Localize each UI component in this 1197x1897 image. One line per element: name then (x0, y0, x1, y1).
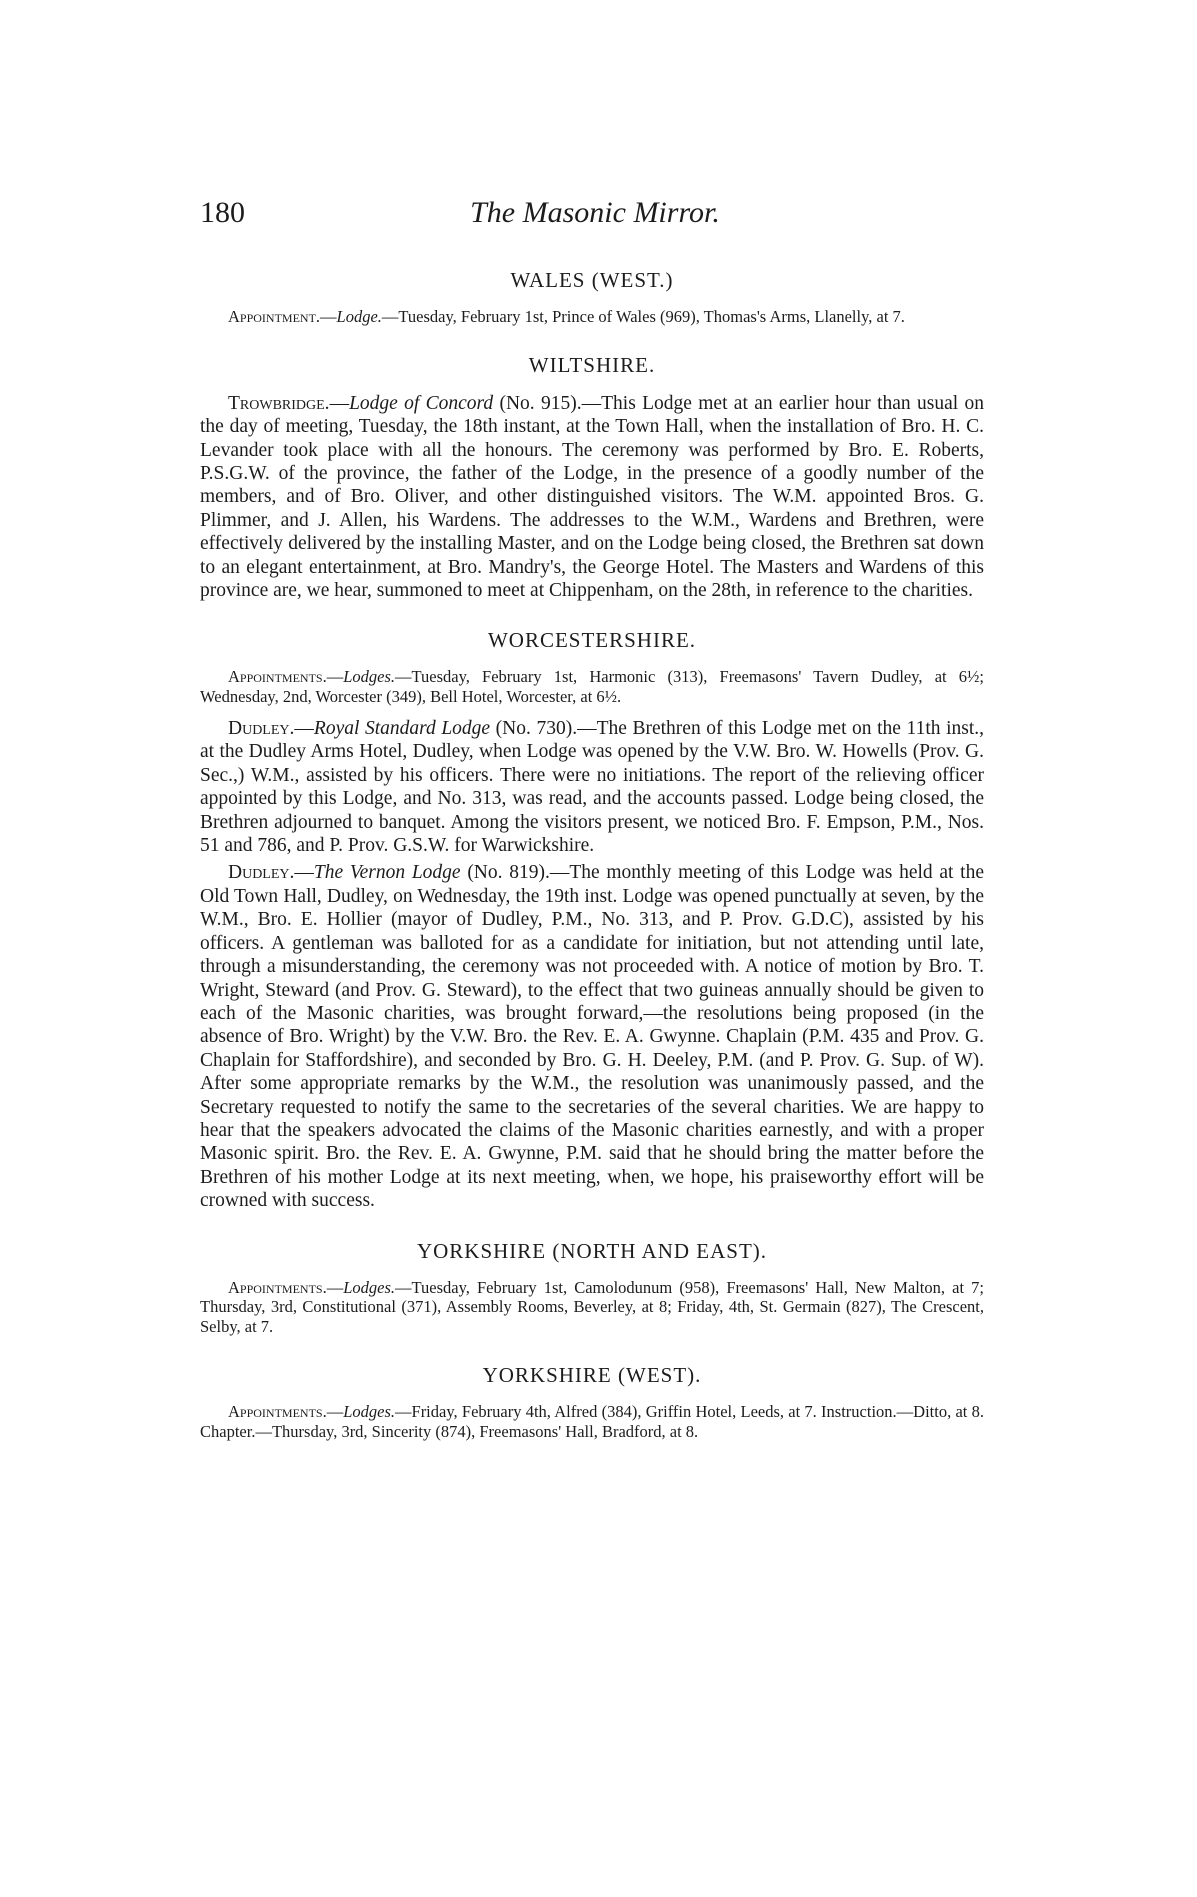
paragraph-lodge-name: The Vernon Lodge (313, 862, 461, 884)
appointments-paragraph: Appointment.—Lodge.—Tuesday, February 1st, Prince of Wales (969), Thomas's Arms, Llanelly, at 7. (228, 307, 905, 326)
paragraph-lead: Dudley. (228, 862, 295, 884)
article-body (200, 268, 984, 1452)
appointments-paragraph: Appointments.—Lodges.—Friday, February 4th, Alfred (384), Griffin Hotel, Leeds, at 7. Instruction.—Ditto, at 8. Chapter.—Thursday, 3rd, Sincerity (874), Freemasons' Hall, Bradford, at 8. (200, 1401, 984, 1441)
appointments-paragraph: Appointments.—Lodges.—Tuesday, February 1st, Harmonic (313), Freemasons' Tavern Dudley, at 6½; Wednesday, 2nd, Worcester (349), Bell Hotel, Worcester, at 6½. (200, 667, 984, 707)
appointments-paragraph: Appointments.—Lodges.—Tuesday, February 1st, Camolodunum (958), Freemasons' Hall, New Malton, at 7; Thursday, 3rd, Constitutional (371), Assembly Rooms, Beverley, at 8; Friday, 4th, St. Germain (827), The Crescent, Selby, at 7. (200, 1277, 984, 1337)
section-heading: YORKSHIRE (WEST). (482, 1362, 702, 1387)
paragraph-lodge-name: Lodges. (343, 1277, 396, 1297)
paragraph-lodge-name: Lodge. (336, 307, 382, 326)
paragraph-lodge-name: Royal Standard Lodge (313, 718, 491, 740)
paragraph-text: —Tuesday, February 1st, Harmonic (313), Freemasons' Tavern Dudley, at 6½; Wednesday, 2nd, Worcester (349), Bell Hotel, Worcester, at 6½. (200, 667, 984, 707)
paragraph-text: —Tuesday, February 1st, Prince of Wales (969), Thomas's Arms, Llanelly, at 7. (381, 307, 905, 326)
page-header (200, 196, 990, 236)
paragraph-lead: Appointments. (228, 1401, 327, 1421)
running-title: The Masonic Mirror. (470, 196, 720, 229)
report-paragraph: Dudley.—The Vernon Lodge (No. 819).—The monthly meeting of this Lodge was held at the Old Town Hall, Dudley, on Wednesday, the 19th inst. Lodge was opened punctually at seven, by the W.M., Bro. E. Hollier (mayor of Dudley, P.M., No. 313, and P. Prov. G.D.C), assisted by his officers. A gentleman was balloted for as a candidate for initiation, but not attending until late, through a misunderstanding, the ceremony was not proceeded with. A notice of motion by Bro. T. Wright, Steward (and Prov. G. Steward), to the effect that two guineas annually should be given to each of the Masonic charities, was brought forward,—the resolutions being proposed (in the absence of Bro. Wright) by the V.W. Bro. the Rev. E. A. Gwynne. Chaplain (P.M. 435 and Prov. G. Chaplain for Staffordshire), and seconded by Bro. G. H. Deeley, P.M. (and P. Prov. G. Sup. of W). After some appropriate remarks by the W.M., the resolution was unanimously passed, and the Secretary requested to notify the same to the secretaries of the several charities. We are happy to hear that the speakers advocated the claims of the Masonic charities earnestly, and with a proper Masonic spirit. Bro. the Rev. E. A. Gwynne, P.M. said that he should bring the matter before the Brethren of his mother Lodge at its next meeting, when, we hope, his praiseworthy effort will be crowned with success. (200, 862, 984, 1212)
section-heading: WORCESTERSHIRE. (487, 628, 697, 653)
paragraph-lodge-name: Lodges. (343, 667, 396, 687)
paragraph-lead: Appointments. (228, 1277, 327, 1297)
paragraph-lead: Appointments. (228, 667, 327, 687)
section-heading: WALES (WEST.) (510, 268, 674, 292)
report-paragraph: Dudley.—Royal Standard Lodge (No. 730).—The Brethren of this Lodge met on the 11th inst., at the Dudley Arms Hotel, Dudley, when Lodge was opened by the V.W. Bro. W. Howells (Prov. G. Sec.,) W.M., assisted by his officers. There were no initiations. The report of the relieving officer appointed by this Lodge, and No. 313, was read, and the accounts passed. Lodge being closed, the Brethren adjourned to banquet. Among the visitors present, we noticed Bro. F. Empson, P.M., Nos. 51 and 786, and P. Prov. G.S.W. for Warwickshire. (200, 718, 984, 857)
paragraph-text: (No. 819).—The monthly meeting of this Lodge was held at the Old Town Hall, Dudley, on Wednesday, the 19th inst. Lodge was opened punctually at seven, by the W.M., Bro. E. Hollier (mayor of Dudley, P.M., No. 313, and P. Prov. G.D.C), assisted by his officers. A gentleman was balloted for as a candidate for initiation, but not attending until late, through a misunderstanding, the ceremony was not proceeded with. A notice of motion by Bro. T. Wright, Steward (and Prov. G. Steward), to the effect that two guineas annually should be given to each of the Masonic charities, was brought forward,—the resolutions being proposed (in the absence of Bro. Wright) by the V.W. Bro. the Rev. E. A. Gwynne. Chaplain (P.M. 435 and Prov. G. Chaplain for Staffordshire), and seconded by Bro. G. H. Deeley, P.M. (and P. Prov. G. Sup. of W). After some appropriate remarks by the W.M., the resolution was unanimously passed, and the Secretary requested to notify the same to the secretaries of the several charities. We are happy to hear that the speakers advocated the claims of the Masonic charities earnestly, and with a proper Masonic spirit. Bro. the Rev. E. A. Gwynne, P.M. said that he should bring the matter before the Brethren of his mother Lodge at its next meeting, when, we hope, his praiseworthy effort will be crowned with success. (200, 862, 984, 1212)
paragraph-text: —Friday, February 4th, Alfred (384), Griffin Hotel, Leeds, at 7. Instruction.—Ditto, at 8. Chapter.—Thursday, 3rd, Sincerity (874), Freemasons' Hall, Bradford, at 8. (200, 1401, 984, 1441)
paragraph-lodge-name: Lodges. (343, 1401, 396, 1421)
paragraph-text: (No. 915).—This Lodge met at an earlier hour than usual on the day of meeting, Tuesday, the 18th instant, at the Town Hall, when the installation of Bro. H. C. Levander took place with all the honours. The ceremony was performed by Bro. E. Roberts, P.S.G.W. of the province, the father of the Lodge, in the presence of a goodly number of the members, and of Bro. Oliver, and other distinguished visitors. The W.M. appointed Bros. G. Plimmer, and J. Allen, his Wardens. The addresses to the W.M., Wardens and Brethren, were effectively delivered by the installing Master, and on the Lodge being closed, the Brethren sat down to an elegant entertainment, at Bro. Mandry's, the George Hotel. The Masters and Wardens of this province are, we hear, summoned to meet at Chippenham, on the 28th, in reference to the charities. (200, 392, 984, 602)
section-heading: WILTSHIRE. (528, 352, 656, 377)
page-number: 180 (200, 196, 245, 229)
paragraph-lead: Appointment. (228, 307, 321, 326)
paragraph-text: —Tuesday, February 1st, Camolodunum (958), Freemasons' Hall, New Malton, at 7; Thursday, 3rd, Constitutional (371), Assembly Rooms, Beverley, at 8; Friday, 4th, St. Germain (827), The Crescent, Selby, at 7. (200, 1277, 984, 1337)
paragraph-lead: Dudley. (228, 718, 295, 740)
paragraph-lead: Trowbridge. (228, 392, 330, 414)
section-heading: YORKSHIRE (NORTH AND EAST). (416, 1238, 768, 1263)
paragraph-lodge-name: Lodge of Concord (349, 392, 494, 414)
report-paragraph: Trowbridge.—Lodge of Concord (No. 915).—This Lodge met at an earlier hour than usual on the day of meeting, Tuesday, the 18th instant, at the Town Hall, when the installation of Bro. H. C. Levander took place with all the honours. The ceremony was performed by Bro. E. Roberts, P.S.G.W. of the province, the father of the Lodge, in the presence of a goodly number of the members, and of Bro. Oliver, and other distinguished visitors. The W.M. appointed Bros. G. Plimmer, and J. Allen, his Wardens. The addresses to the W.M., Wardens and Brethren, were effectively delivered by the installing Master, and on the Lodge being closed, the Brethren sat down to an elegant entertainment, at Bro. Mandry's, the George Hotel. The Masters and Wardens of this province are, we hear, summoned to meet at Chippenham, on the 28th, in reference to the charities. (200, 392, 984, 602)
paragraph-text: (No. 730).—The Brethren of this Lodge met on the 11th inst., at the Dudley Arms Hotel, Dudley, when Lodge was opened by the V.W. Bro. W. Howells (Prov. G. Sec.,) W.M., assisted by his officers. There were no initiations. The report of the relieving officer appointed by this Lodge, and No. 313, was read, and the accounts passed. Lodge being closed, the Brethren adjourned to banquet. Among the visitors present, we noticed Bro. F. Empson, P.M., Nos. 51 and 786, and P. Prov. G.S.W. for Warwickshire. (200, 718, 984, 857)
